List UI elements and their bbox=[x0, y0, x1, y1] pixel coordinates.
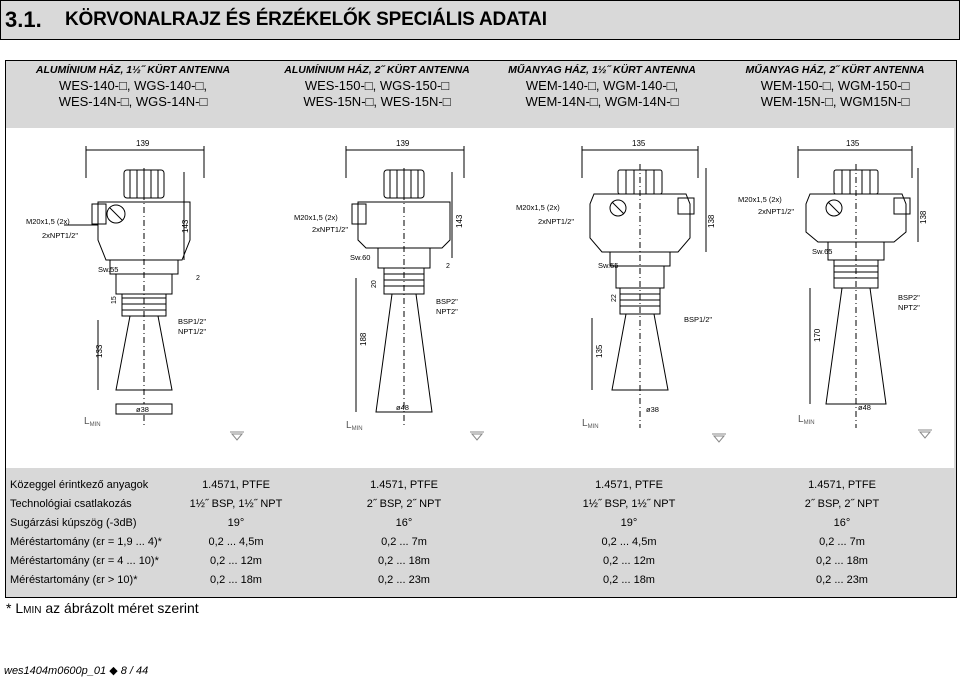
lmin-label: $L_{MIN}$ bbox=[582, 418, 599, 430]
cell: 0,2 ... 18m bbox=[378, 555, 430, 567]
cell: 0,2 ... 12m bbox=[210, 555, 262, 567]
bsp-label: BSP1/2" bbox=[178, 317, 207, 326]
bsp-label: BSP2" bbox=[898, 293, 920, 302]
dim-length: 135 bbox=[595, 344, 604, 358]
outline-drawing-svg bbox=[6, 128, 954, 468]
drawing-aluminium-2 bbox=[294, 139, 484, 440]
dim-diameter: ø38 bbox=[646, 405, 659, 414]
cell: 0,2 ... 7m bbox=[819, 536, 865, 548]
dim-h15: 15 bbox=[111, 296, 118, 304]
dim-h20: 20 bbox=[371, 280, 378, 288]
gland-label: M20x1,5 (2x) bbox=[738, 195, 782, 204]
cell: 1.4571, PTFE bbox=[370, 479, 438, 491]
npt-label: 2xNPT1/2" bbox=[538, 217, 575, 226]
sw-label: Sw.55 bbox=[98, 265, 119, 274]
cell: 0,2 ... 12m bbox=[603, 555, 655, 567]
dim-diameter: ø48 bbox=[858, 403, 871, 412]
dim-h22: 22 bbox=[611, 294, 618, 302]
housing-label: ALUMÍNIUM HÁZ, 1½˝ KÜRT ANTENNA bbox=[35, 64, 231, 76]
cell: 1½˝ BSP, 1½˝ NPT bbox=[582, 498, 676, 510]
cell: 0,2 ... 7m bbox=[381, 536, 427, 548]
dim-width: 139 bbox=[396, 139, 410, 148]
row-label: Méréstartomány (εr = 4 ... 10)* bbox=[10, 555, 159, 567]
page-footer bbox=[4, 664, 148, 677]
dim-h2: 2 bbox=[196, 275, 200, 282]
model-line-1: WEM-150-□, WGM-150-□ bbox=[760, 78, 910, 93]
cell: 2˝ BSP, 2˝ NPT bbox=[804, 498, 880, 510]
doc-id: wes1404m0600p_01 bbox=[4, 665, 107, 677]
cell: 0,2 ... 4,5m bbox=[601, 536, 657, 548]
cell: 2˝ BSP, 2˝ NPT bbox=[366, 498, 442, 510]
bullet-icon: ◆ bbox=[109, 665, 118, 677]
cell: 0,2 ... 18m bbox=[603, 574, 655, 586]
dim-diameter: ø48 bbox=[396, 403, 409, 412]
dim-length: 188 bbox=[359, 332, 368, 346]
housing-label: MŰANYAG HÁZ, 1½˝ KÜRT ANTENNA bbox=[508, 64, 696, 76]
housing-label: ALUMÍNIUM HÁZ, 2˝ KÜRT ANTENNA bbox=[284, 64, 470, 76]
drawing-plastic-2 bbox=[738, 139, 932, 438]
section-title: KÖRVONALRAJZ ÉS ÉRZÉKELŐK SPECIÁLIS ADATAI bbox=[65, 9, 547, 30]
cell: 19° bbox=[620, 517, 638, 529]
npt2-label: NPT2" bbox=[436, 307, 458, 316]
model-line-1: WES-140-□, WGS-140-□, bbox=[59, 78, 207, 93]
cell: 1.4571, PTFE bbox=[202, 479, 270, 491]
dim-height: 138 bbox=[919, 210, 928, 224]
column-header-2 bbox=[258, 62, 496, 110]
table-row bbox=[6, 533, 954, 552]
table-row bbox=[6, 552, 954, 571]
dim-height: 138 bbox=[707, 214, 716, 228]
model-line-2: WEM-15N-□, WGM15N-□ bbox=[760, 94, 910, 109]
bsp-label: BSP1/2" bbox=[684, 315, 713, 324]
column-header-4 bbox=[716, 62, 954, 110]
cell: 19° bbox=[227, 517, 245, 529]
table-row bbox=[6, 514, 954, 533]
cell: 0,2 ... 23m bbox=[378, 574, 430, 586]
dim-diameter: ø38 bbox=[136, 405, 149, 414]
model-line-2: WES-15N-□, WES-15N-□ bbox=[303, 94, 451, 109]
housing-label: MŰANYAG HÁZ, 2˝ KÜRT ANTENNA bbox=[745, 64, 925, 76]
sw-label: Sw.60 bbox=[350, 253, 371, 262]
cell: 16° bbox=[395, 517, 413, 529]
cell: 16° bbox=[833, 517, 851, 529]
cell: 0,2 ... 23m bbox=[816, 574, 868, 586]
dim-length: 170 bbox=[813, 328, 822, 342]
model-line-2: WES-14N-□, WGS-14N-□ bbox=[58, 94, 208, 109]
dim-width: 139 bbox=[136, 139, 150, 148]
npt2-label: NPT2" bbox=[898, 303, 920, 312]
row-label: Sugárzási kúpszög (-3dB) bbox=[10, 517, 137, 529]
lmin-label: $L_{MIN}$ bbox=[84, 416, 101, 428]
row-label: Méréstartomány (εr > 10)* bbox=[10, 574, 138, 586]
bsp-label: BSP2" bbox=[436, 297, 458, 306]
dimension-drawing bbox=[6, 128, 954, 468]
sw-label: Sw.65 bbox=[812, 247, 833, 256]
footnote: * LMIN az ábrázolt méret szerint bbox=[6, 600, 199, 616]
dim-height: 143 bbox=[455, 214, 464, 228]
title-bar bbox=[0, 0, 960, 40]
model-line-1: WEM-140-□, WGM-140-□, bbox=[525, 78, 679, 93]
gland-label: M20x1,5 (2x) bbox=[516, 203, 560, 212]
table-row bbox=[6, 495, 954, 514]
dim-width: 135 bbox=[846, 139, 860, 148]
dim-length: 133 bbox=[95, 344, 104, 358]
cell: 1.4571, PTFE bbox=[595, 479, 663, 491]
dim-h2: 2 bbox=[446, 263, 450, 270]
table-row bbox=[6, 476, 954, 495]
npt2-label: NPT1/2" bbox=[178, 327, 207, 336]
cell: 1½˝ BSP, 1½˝ NPT bbox=[189, 498, 283, 510]
npt-label: 2xNPT1/2" bbox=[42, 231, 79, 240]
gland-label: M20x1,5 (2x) bbox=[26, 217, 70, 226]
gland-label: M20x1,5 (2x) bbox=[294, 213, 338, 222]
cell: 1.4571, PTFE bbox=[808, 479, 876, 491]
model-line-1: WES-150-□, WGS-150-□ bbox=[304, 78, 450, 93]
section-number: 3.1. bbox=[5, 7, 42, 32]
lmin-label: $L_{MIN}$ bbox=[346, 420, 363, 432]
row-label: Méréstartomány (εr = 1,9 ... 4)* bbox=[10, 536, 162, 548]
drawing-plastic-1-5 bbox=[516, 139, 726, 442]
lmin-label: $L_{MIN}$ bbox=[798, 414, 815, 426]
table-row bbox=[6, 571, 954, 590]
dim-width: 135 bbox=[632, 139, 646, 148]
drawing-aluminium-1-5 bbox=[26, 139, 244, 440]
dim-height: 143 bbox=[181, 219, 190, 233]
cell: 0,2 ... 18m bbox=[210, 574, 262, 586]
sw-label: Sw.55 bbox=[598, 261, 619, 270]
row-label: Közeggel érintkező anyagok bbox=[10, 479, 149, 491]
row-label: Technológiai csatlakozás bbox=[10, 498, 132, 510]
column-header-3 bbox=[483, 62, 721, 110]
npt-label: 2xNPT1/2" bbox=[312, 225, 349, 234]
page-number: 8 / 44 bbox=[120, 665, 149, 677]
npt-label: 2xNPT1/2" bbox=[758, 207, 795, 216]
cell: 0,2 ... 4,5m bbox=[208, 536, 264, 548]
model-line-2: WEM-14N-□, WGM-14N-□ bbox=[525, 94, 679, 109]
cell: 0,2 ... 18m bbox=[816, 555, 868, 567]
column-header-1 bbox=[14, 62, 252, 110]
